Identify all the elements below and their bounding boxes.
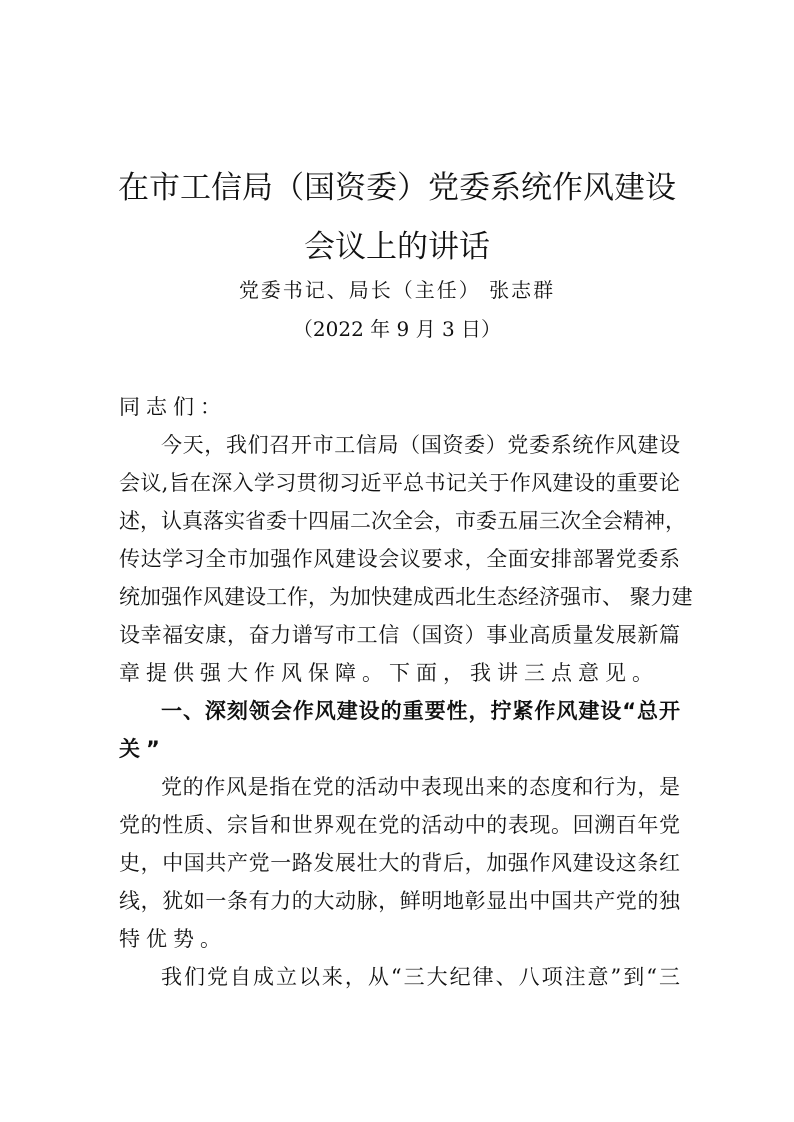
paragraph-line: 统加强作风建设工作，为加快建成西北生态经济强市、 聚力建 [119, 585, 693, 609]
document-title-line-2: 会议上的讲话 [304, 229, 490, 265]
paragraph-line: 传达学习全市加强作风建设会议要求，全面安排部署党委系 [119, 547, 680, 571]
section-heading: 关” [119, 737, 166, 761]
paragraph-line: 述，认真落实省委十四届二次全会，市委五届三次全会精神， [119, 509, 686, 533]
section-heading: 一、深刻领会作风建设的重要性，拧紧作风建设“总开 [161, 699, 680, 723]
paragraph-line: 党的作风是指在党的活动中表现出来的态度和行为，是 [161, 775, 680, 799]
paragraph-line: 党的性质、宗旨和世界观在党的活动中的表现。回溯百年党 [119, 813, 680, 837]
document-title-line-1: 在市工信局（国资委）党委系统作风建设 [118, 170, 676, 206]
paragraph-line: 史，中国共产党一路发展壮大的背后，加强作风建设这条红 [119, 851, 680, 875]
paragraph-line: 特优势。 [119, 927, 227, 951]
paragraph-line: 今天，我们召开市工信局（国资委）党委系统作风建设 [161, 433, 680, 457]
paragraph-line: 设幸福安康，奋力谱写市工信（国资）事业高质量发展新篇 [119, 623, 680, 647]
paragraph-line: 会议,旨在深入学习贯彻习近平总书记关于作风建设的重要论 [119, 471, 680, 495]
paragraph-line: 章提供强大作风保障。下面，我讲三点意见。 [119, 661, 659, 685]
date-line: （2022 年 9 月 3 日） [292, 317, 502, 341]
author-line: 党委书记、局长（主任） 张志群 [238, 278, 556, 302]
paragraph-line: 我们党自成立以来，从“三大纪律、八项注意”到“三 [161, 965, 680, 989]
paragraph-line: 线，犹如一条有力的大动脉，鲜明地彰显出中国共产党的独 [119, 889, 680, 913]
salutation: 同志们： [119, 395, 227, 419]
